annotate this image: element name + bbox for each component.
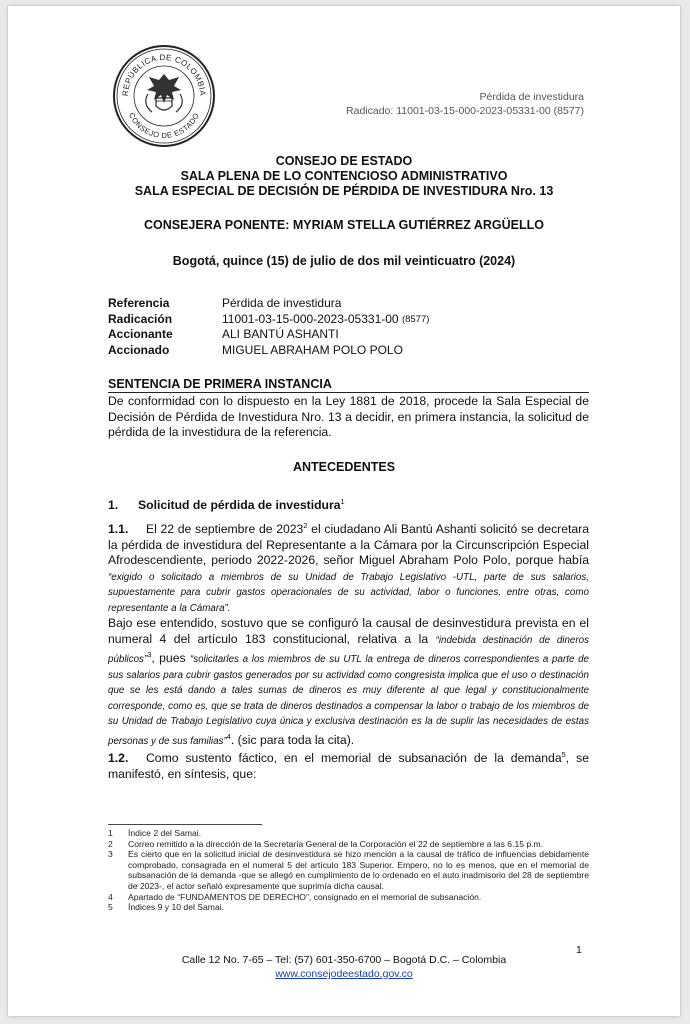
footnote-number: 5 — [108, 902, 113, 913]
header-radicado: Radicado: 11001-03-15-000-2023-05331-00 (8577) — [346, 105, 584, 117]
footnote-text: Es cierto que en la solicitud inicial de desinvestidura se hizo mención a la causal de tráfico de influencias debidamente comprobado, consagrada en el numeral 5 del artículo 183 Superior. Empero, no lo es menos, que en el memorial de subsanación de la demanda -que se allegó en cumplimiento de lo ordenado en el auto inadmisorio del 28 de septiembre de 2023-, el actor señaló expresamente que suprimía dicha causal. — [128, 849, 589, 891]
footer-address: Calle 12 No. 7-65 – Tel: (57) 601-350-6700 – Bogotá D.C. – Colombia — [181, 954, 507, 966]
footnote-ref-1: 1 — [340, 497, 345, 506]
accionante-row — [108, 327, 429, 343]
footnote-3 — [108, 849, 589, 891]
footnotes — [108, 828, 589, 913]
court-chamber: SALA PLENA DE LO CONTENCIOSO ADMINISTRATIVO — [180, 169, 508, 183]
footnote-4 — [108, 892, 589, 903]
section-1-number: 1. — [108, 498, 119, 513]
svg-text:CONSEJO DE ESTADO: CONSEJO DE ESTADO — [126, 111, 202, 141]
accionante-label: Accionante — [108, 327, 173, 341]
footnote-ref-4: 4 — [226, 731, 231, 741]
reference-row — [108, 296, 429, 312]
radicacion-code: (8577) — [401, 313, 430, 325]
radicacion-value: 11001-03-15-000-2023-05331-00 — [222, 311, 399, 326]
consejo-de-estado-seal-icon — [112, 44, 216, 148]
footnote-text: Índice 2 del Samai. — [128, 828, 202, 838]
paragraph-1-1-text-b: el ciudadano Ali Bantú Ashanti solicitó se decretara la pérdida de investidura del Representante a la Cámara por la Circunscripción Especial Afrodescendiente, periodo 2022-2026, señor Miguel Abraham Polo Polo, porque había — [108, 522, 589, 568]
sentence-title: SENTENCIA DE PRIMERA INSTANCIA — [108, 377, 589, 393]
page-footer — [8, 953, 680, 981]
intro-paragraph: De conformidad con lo dispuesto en la Ley 1881 de 2018, procede la Sala Especial de Decisión de Pérdida de Investidura Nro. 13 a decidir, en primera instancia, la solicitud de pérdida de la investidura de la referencia. — [108, 394, 589, 439]
footnote-text: Apartado de “FUNDAMENTOS DE DERECHO”, consignado en el memorial de subsanación. — [128, 891, 482, 902]
paragraph-2-quote-2: “solicitarles a los miembros de su UTL la entrega de dineros correspondientes a parte de sus salarios para cubrir gastos generados por su actividad como congresista implica que el uso o destinación que se les está dando a tales sumas de dineros es muy diferente al que legal y constitucionalmente corresponde, como es, que se trata de dineros destinados a compensar la labor o trabajo de los miembros de su Unidad de Trabajo Legislativo cuya única y exclusiva destinación es la de suplir las necesidades de estas personas y de sus familias” — [108, 654, 589, 747]
paragraph-1-1-quote: “exigido o solicitado a miembros de su Unidad de Trabajo Legislativo -UTL, parte de sus salarios, supuestamente para cubrir gastos operacionales de su actividad, labor o funciones, entre otras, como representante a la Cámara”. — [108, 571, 589, 614]
page-number: 1 — [576, 944, 582, 956]
footnote-number: 3 — [108, 849, 113, 860]
running-header — [346, 90, 584, 118]
antecedentes-heading: ANTECEDENTES — [292, 460, 396, 474]
accionado-label: Accionado — [108, 342, 170, 357]
website-link[interactable]: www.consejodeestado.gov.co — [275, 968, 413, 980]
paragraph-2-text-a: Bajo ese entendido, sostuvo que se configuró la causal de desinvestidura prevista en el numeral 4 del artículo 183 constitucional, relativa a la — [108, 616, 589, 646]
paragraph-1-2 — [108, 747, 589, 782]
footnote-5 — [108, 902, 589, 913]
header-doc-type: Pérdida de investidura — [479, 91, 584, 103]
referencia-value: Pérdida de investidura — [222, 296, 342, 310]
paragraph-1-2-text-b: , se manifestó, en síntesis, que: — [108, 751, 589, 781]
reference-table — [108, 296, 429, 358]
paragraph-1-1-text-a: El 22 de septiembre de 2023 — [146, 522, 304, 537]
radicacion-row — [108, 312, 429, 328]
document-page — [8, 6, 680, 1016]
paragraph-1-2-text-a: Como sustento fáctico, en el memorial de subsanación de la demanda — [146, 751, 562, 766]
paragraph-2-text-c: . (sic para toda la cita). — [230, 732, 355, 747]
referencia-label: Referencia — [108, 296, 170, 310]
footnote-number: 4 — [108, 891, 113, 902]
paragraph-1-2-number: 1.2. — [108, 751, 129, 766]
footnote-divider — [108, 824, 262, 825]
section-1-heading — [108, 494, 589, 514]
paragraph-2 — [108, 616, 589, 748]
paragraph-1-1 — [108, 518, 589, 615]
paragraph-1-1-number: 1.1. — [108, 522, 129, 537]
footnote-number: 2 — [108, 838, 113, 849]
judge-ponente: CONSEJERA PONENTE: MYRIAM STELLA GUTIÉRREZ ARGÜELLO — [143, 218, 544, 232]
footnote-ref-2: 2 — [303, 521, 308, 530]
accionante-value: ALI BANTÚ ASHANTI — [222, 327, 339, 341]
footnote-text: Correo remitido a la dirección de la Secretaría General de la Corporación el 22 de septiembre a las 6.15 p.m. — [128, 838, 544, 849]
svg-text:REPÚBLICA DE COLOMBIA: REPÚBLICA DE COLOMBIA — [120, 52, 208, 97]
court-title — [8, 154, 680, 199]
court-special-chamber: SALA ESPECIAL DE DECISIÓN DE PÉRDIDA DE INVESTIDURA Nro. 13 — [134, 184, 554, 198]
document-date: Bogotá, quince (15) de julio de dos mil veinticuatro (2024) — [172, 254, 516, 268]
paragraph-2-text-b: , pues — [151, 651, 190, 666]
radicacion-label: Radicación — [108, 311, 173, 326]
footnote-ref-3: 3 — [147, 650, 152, 659]
section-1-title: Solicitud de pérdida de investidura — [138, 498, 341, 513]
footnote-1 — [108, 828, 589, 839]
footnote-text: Índices 9 y 10 del Samai. — [128, 902, 225, 913]
accionado-value: MIGUEL ABRAHAM POLO POLO — [222, 342, 403, 357]
paragraph-2-quote-1: “indebida destinación de dineros públicos” — [108, 634, 589, 666]
footnote-number: 1 — [108, 828, 113, 838]
footnote-2 — [108, 839, 589, 850]
accionado-row — [108, 343, 429, 359]
court-name: CONSEJO DE ESTADO — [275, 154, 413, 168]
footnote-ref-5: 5 — [561, 750, 566, 759]
